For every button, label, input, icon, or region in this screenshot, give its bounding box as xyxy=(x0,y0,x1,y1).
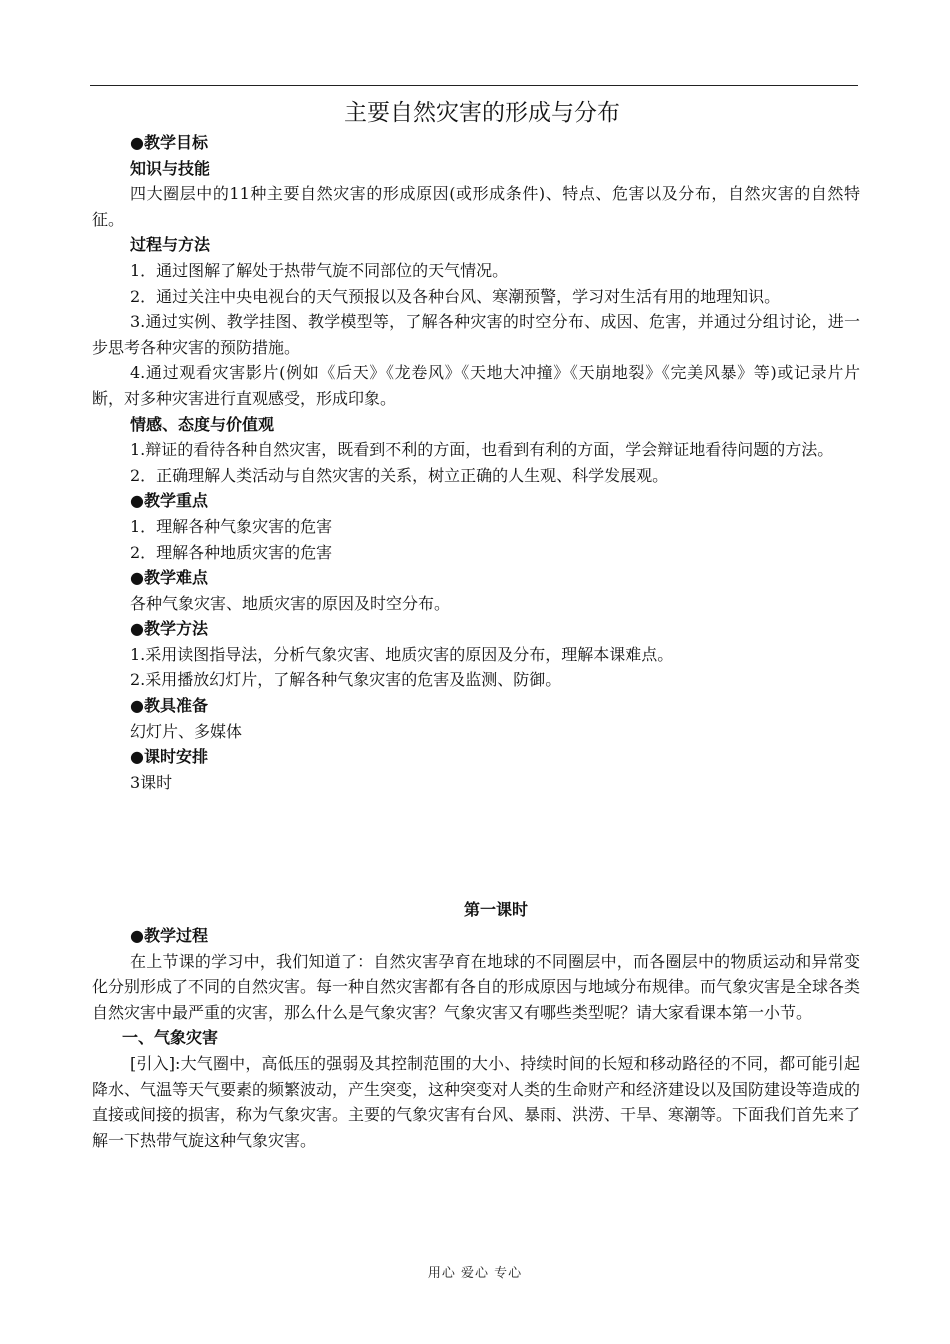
method-item: 2.采用播放幻灯片，了解各种气象灾害的危害及监测、防御。 xyxy=(130,670,562,690)
key-item: 2．理解各种地质灾害的危害 xyxy=(130,542,333,562)
process-item: 2．通过关注中央电视台的天气预报以及各种台风、寒潮预警，学习对生活有用的地理知识。 xyxy=(130,286,781,306)
difficulty-text: 各种气象灾害、地质灾害的原因及时空分布。 xyxy=(130,593,451,613)
schedule-text: 3课时 xyxy=(130,772,173,792)
process-heading: 过程与方法 xyxy=(130,235,211,255)
key-heading: ●教学重点 xyxy=(130,491,208,511)
objectives-heading: ●教学目标 xyxy=(130,133,208,152)
key-item: 1．理解各种气象灾害的危害 xyxy=(130,516,333,536)
process-item: 1．通过图解了解处于热带气旋不同部位的天气情况。 xyxy=(130,260,509,280)
difficulty-heading: ●教学难点 xyxy=(130,568,208,588)
document-page xyxy=(92,96,860,1153)
teaching-process-heading: ●教学过程 xyxy=(130,926,208,946)
process-item: 3.通过实例、教学挂图、教学模型等，了解各种灾害的时空分布、成因、危害，并通过分组讨论，进一步思考各种灾害的预防措施。 xyxy=(92,312,860,357)
knowledge-text: 四大圈层中的11种主要自然灾害的形成原因(或形成条件)、特点、危害以及分布，自然灾害的自然特征。 xyxy=(92,184,860,229)
method-item: 1.采用读图指导法，分析气象灾害、地质灾害的原因及分布，理解本课难点。 xyxy=(130,644,674,664)
tools-heading: ●教具准备 xyxy=(130,696,208,716)
header-rule xyxy=(90,85,858,86)
schedule-heading: ●课时安排 xyxy=(130,747,208,767)
section-paragraph: [引入]:大气圈中，高低压的强弱及其控制范围的大小、持续时间的长短和移动路径的不同，都可能引起降水、气温等天气要素的频繁波动，产生突变，这种突变对人类的生命财产和经济建设以及国防建设等造成的直接或间接的损害，称为气象灾害。主要的气象灾害有台风、暴雨、洪涝、干旱、寒潮等。下面我们首先来了解一下热带气旋这种气象灾害。 xyxy=(92,1054,861,1150)
tools-text: 幻灯片、多媒体 xyxy=(130,721,243,741)
intro-paragraph: 在上节课的学习中，我们知道了：自然灾害孕育在地球的不同圈层中，而各圈层中的物质运动和异常变化分别形成了不同的自然灾害。每一种自然灾害都有各自的形成原因与地域分布规律。而气象灾害是全球各类自然灾害中最严重的灾害，那么什么是气象灾害？气象灾害又有哪些类型呢？请大家看课本第一小节。 xyxy=(92,951,861,1022)
document-title: 主要自然灾害的形成与分布 xyxy=(344,100,620,126)
emotion-heading: 情感、态度与价值观 xyxy=(130,414,275,434)
section-heading: 一、气象灾害 xyxy=(122,1028,219,1048)
method-heading: ●教学方法 xyxy=(130,619,208,639)
emotion-item: 2．正确理解人类活动与自然灾害的关系，树立正确的人生观、科学发展观。 xyxy=(130,465,669,485)
lesson-heading: 第一课时 xyxy=(463,900,528,920)
knowledge-heading: 知识与技能 xyxy=(130,158,211,178)
process-item: 4.通过观看灾害影片(例如《后天》《龙卷风》《天地大冲撞》《天崩地裂》《完美风暴》等)或记录片片断，对多种灾害进行直观感受，形成印象。 xyxy=(92,363,860,408)
page-footer: 用心 爱心 专心 xyxy=(427,1266,523,1281)
blank-space xyxy=(92,795,860,897)
emotion-item: 1.辩证的看待各种自然灾害，既看到不利的方面，也看到有利的方面，学会辩证地看待问题的方法。 xyxy=(130,440,834,460)
